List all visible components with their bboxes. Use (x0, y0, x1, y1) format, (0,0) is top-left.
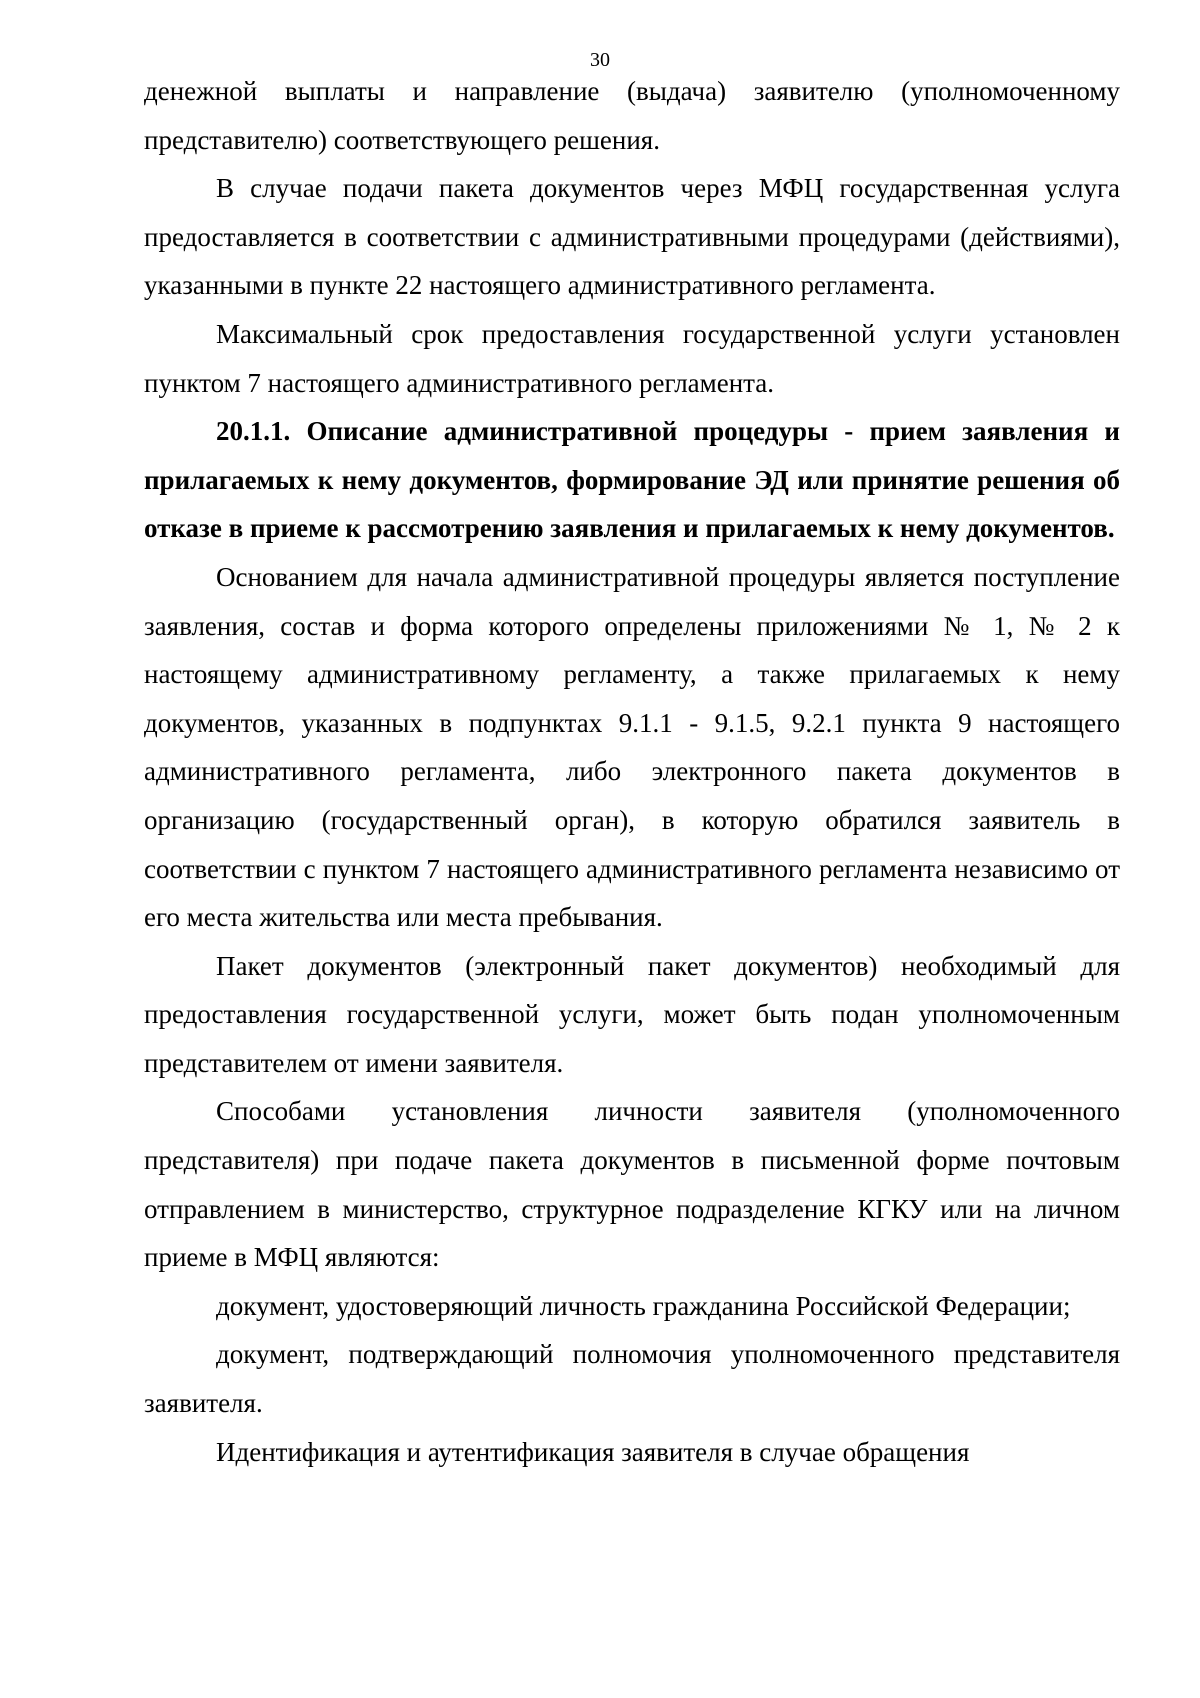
page-number: 30 (590, 49, 610, 71)
paragraph-7: Способами установления личности заявителя (уполномоченного представителя) при подаче пакета документов в письменной форме почтовым отправлением в министерство, структурное подразделение КГКУ или на личном приеме в МФЦ являются: (144, 1096, 1120, 1273)
paragraph-1: денежной выплаты и направление (выдача) заявителю (уполномоченному представителю) соответствующего решения. (144, 76, 1120, 155)
paragraph-5: Основанием для начала административной процедуры является поступление заявления, состав и форма которого определены приложениями № 1, № 2 к настоящему административному регламенту, а также прилагаемых к нему документов, указанных в подпунктах 9.1.1 - 9.1.5, 9.2.1 пункта 9 настоящего административного регламента, либо электронного пакета документов в организацию (государственный орган), в которую обратился заявитель в соответствии с пунктом 7 настоящего административного регламента независимо от его места жительства или места пребывания. (144, 561, 1120, 933)
list-item-authority-document: документ, подтверждающий полномочия уполномоченного представителя заявителя. (144, 1339, 1120, 1419)
paragraph-6: Пакет документов (электронный пакет документов) необходимый для предоставления государственной услуги, может быть подан уполномоченным представителем от имени заявителя. (144, 950, 1120, 1078)
document-body (144, 67, 1120, 1476)
paragraph-10: Идентификация и аутентификация заявителя в случае обращения (216, 1436, 970, 1467)
paragraph-2: В случае подачи пакета документов через МФЦ государственная услуга предоставляется в соответствии с административными процедурами (действиями), указанными в пункте 22 настоящего административного регламента. (144, 173, 1120, 301)
section-heading-20-1-1: 20.1.1. Описание административной процедуры - прием заявления и прилагаемых к нему документов, формирование ЭД или принятие решения об отказе в приеме к рассмотрению заявления и прилагаемых к нему документов. (144, 416, 1120, 544)
list-item-identity-document: документ, удостоверяющий личность гражданина Российской Федерации; (216, 1290, 1071, 1321)
paragraph-3: Максимальный срок предоставления государственной услуги установлен пунктом 7 настоящего административного регламента. (144, 318, 1120, 398)
